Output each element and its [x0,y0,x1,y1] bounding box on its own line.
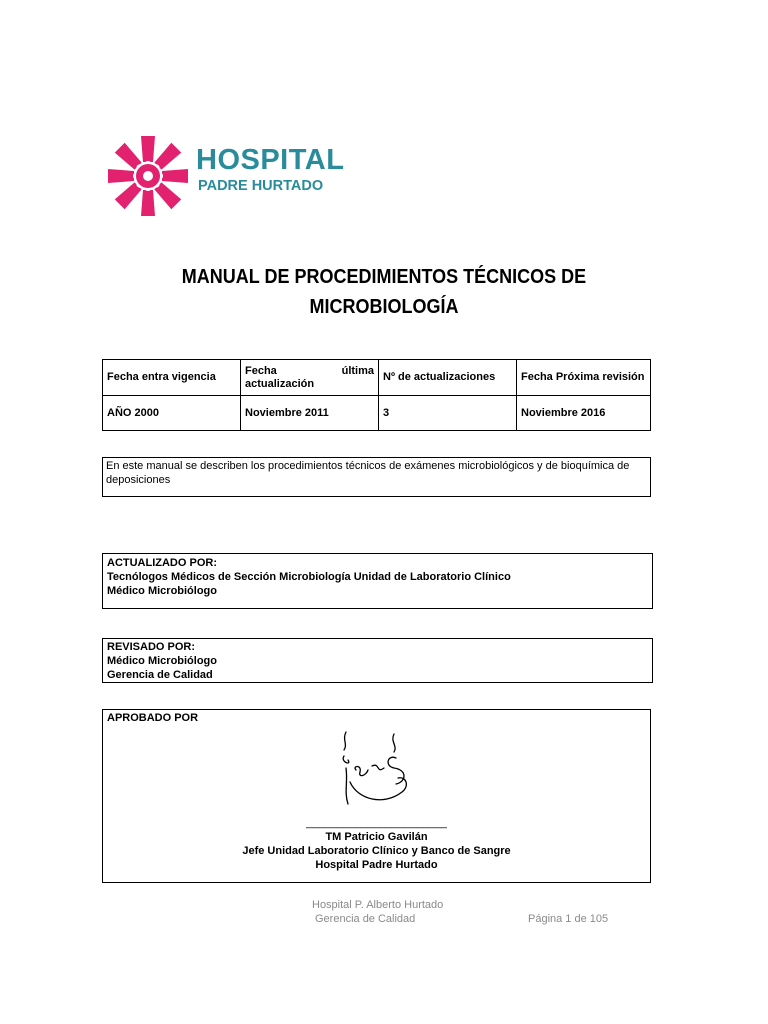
approver-role: Jefe Unidad Laboratorio Clínico y Banco de Sangre [242,845,511,857]
hospital-emblem-icon [108,132,188,220]
value-proxima: Noviembre 2016 [517,396,651,431]
signature-image [328,722,428,812]
approver-name: TM Patricio Gavilán [325,831,428,843]
logo-title: HOSPITAL [196,144,345,176]
header-ultima [241,360,379,396]
document-title [38,262,729,322]
footer-org: Hospital P. Alberto Hurtado [312,899,444,911]
updated-by-line-2: Médico Microbiólogo [107,585,217,597]
updated-by-box [102,553,653,609]
value-ultima: Noviembre 2011 [241,396,379,431]
signature-line: _______________________ [306,817,447,829]
logo-subtitle: PADRE HURTADO [198,178,324,194]
value-vigencia: AÑO 2000 [103,396,241,431]
approver-org: Hospital Padre Hurtado [315,859,438,871]
footer-page-number: Página 1 de 105 [528,913,609,925]
table-header-row [103,360,651,396]
header-proxima: Fecha Próxima revisión [517,360,651,396]
approved-by-box [102,709,651,883]
footer-dept: Gerencia de Calidad [315,913,416,925]
hospital-logo [108,132,343,220]
value-actualizaciones: 3 [379,396,517,431]
header-ultima-c: actualización [245,377,315,390]
info-table [102,359,651,431]
header-ultima-b: última [341,364,374,377]
description-line-1: En este manual se describen los procedimientos técnicos de exámenes microbiológicos y de bioquímica de [106,460,630,472]
title-line-1: MANUAL DE PROCEDIMIENTOS TÉCNICOS DE [181,266,587,288]
header-ultima-a: Fecha [245,364,277,377]
header-vigencia: Fecha entra vigencia [103,360,241,396]
reviewed-by-line-1: Médico Microbiólogo [107,655,217,667]
header-actualizaciones: Nº de actualizaciones [379,360,517,396]
updated-by-line-1: Tecnólogos Médicos de Sección Microbiología Unidad de Laboratorio Clínico [107,571,511,583]
approver-signature-block [103,816,650,872]
title-line-2: MICROBIOLOGÍA [309,296,459,318]
reviewed-by-heading: REVISADO POR: [107,641,196,653]
description-line-2: deposiciones [106,474,171,486]
updated-by-heading: ACTUALIZADO POR: [107,557,217,569]
reviewed-by-box [102,638,653,683]
description-box [102,457,651,497]
table-row [103,396,651,431]
approved-by-heading: APROBADO POR [107,712,199,724]
reviewed-by-line-2: Gerencia de Calidad [107,669,213,681]
